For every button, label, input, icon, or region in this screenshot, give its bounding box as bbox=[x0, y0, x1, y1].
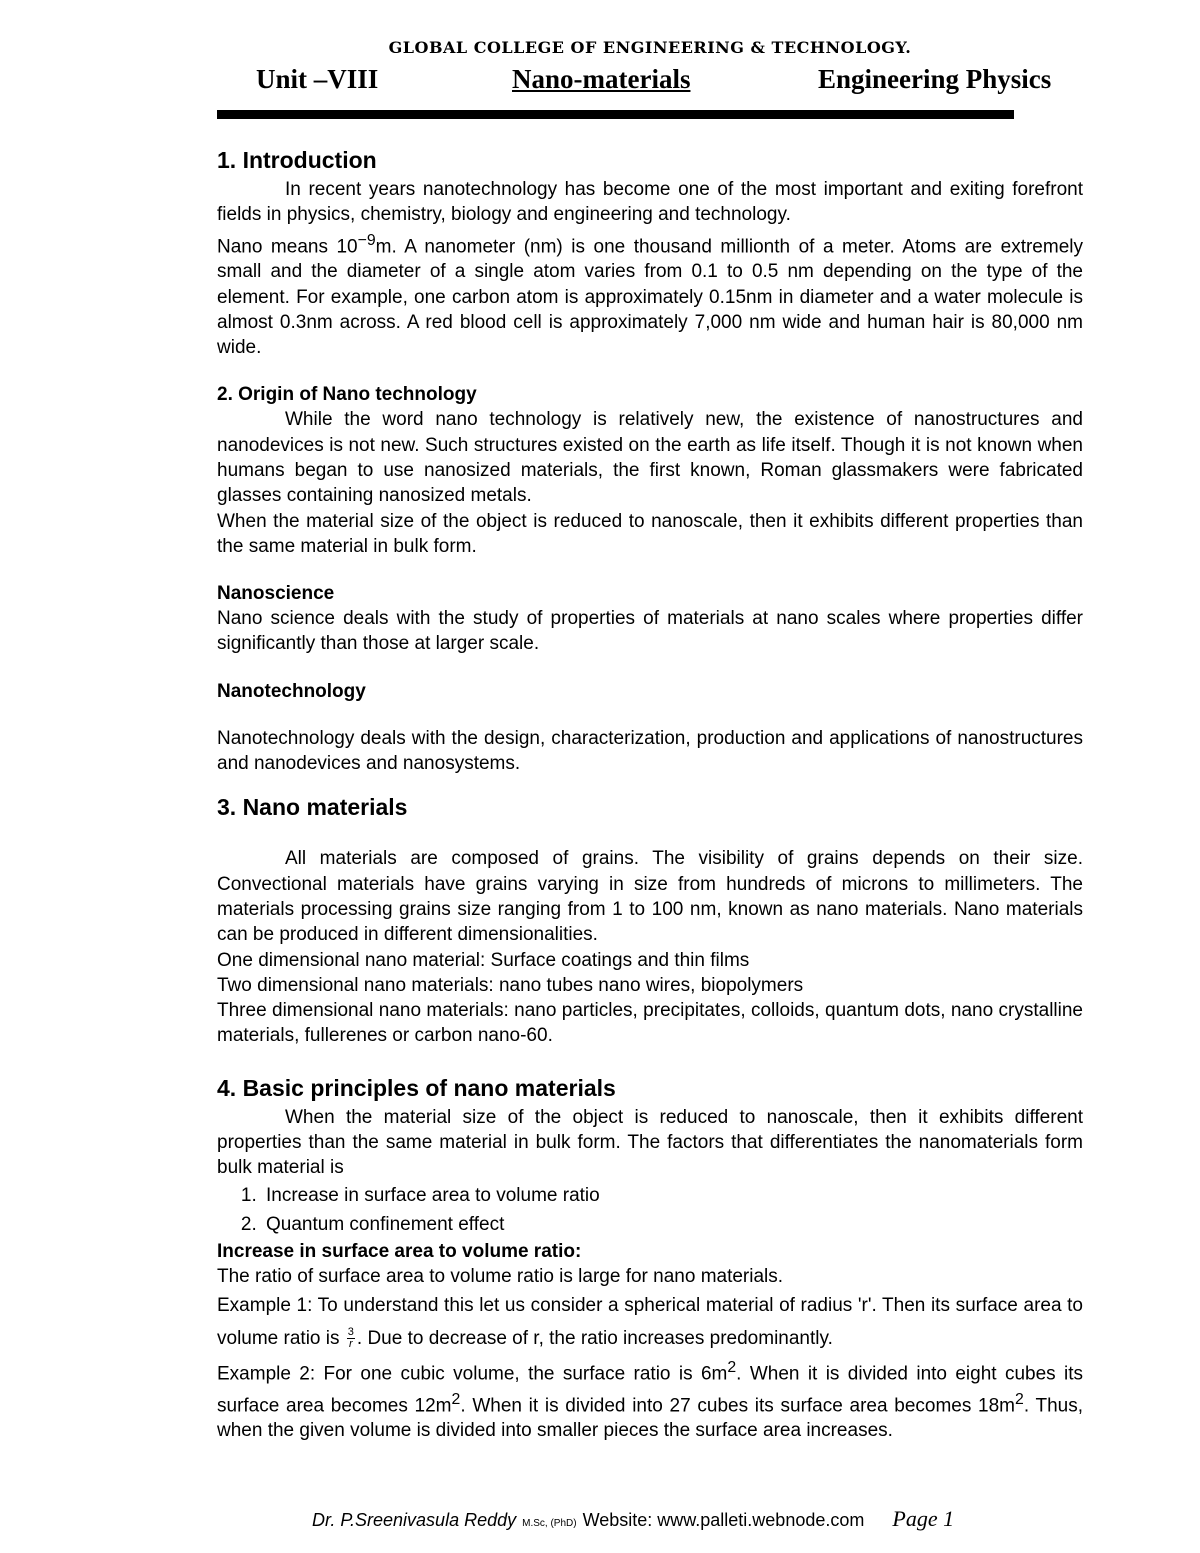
nanotechnology-paragraph: Nanotechnology deals with the design, characterization, production and applications of nanostructures and nanodevices and nanosystems. bbox=[217, 727, 1083, 775]
page-footer bbox=[312, 1506, 954, 1532]
document-body bbox=[217, 143, 1083, 1443]
exponent: −9 bbox=[357, 231, 376, 249]
origin-paragraph: While the word nano technology is relatively new, the existence of nanostructures and nanodevices is not new. Such structures existed on the earth as life itself. Though it is not known when humans began to use nanosized materials, the first known, Roman glassmakers were fabricated glasses containing nanosized metals. bbox=[217, 409, 1083, 507]
surface-area-heading: Increase in surface area to volume ratio: bbox=[217, 1240, 582, 1262]
subject-label: Engineering Physics bbox=[818, 64, 1052, 94]
ratio-paragraph: The ratio of surface area to volume ratio is large for nano materials. bbox=[217, 1265, 784, 1287]
section-introduction-heading: 1. Introduction bbox=[217, 147, 377, 173]
one-dimensional-line: One dimensional nano material: Surface coatings and thin films bbox=[217, 949, 750, 971]
example-1-paragraph: Example 1: To understand this let us consider a spherical material of radius 'r'. Then its surface area to volume ratio is $\frac{3}{r}$ . Due to decrease of r, the ratio increases predominantly. bbox=[217, 1294, 1083, 1351]
topic-title: Nano-materials bbox=[512, 64, 691, 94]
nanotechnology-heading: Nanotechnology bbox=[217, 680, 366, 702]
list-item: 1. Increase in surface area to volume ratio bbox=[262, 1181, 1083, 1210]
footer-author: Dr. P.Sreenivasula Reddy bbox=[312, 1510, 517, 1530]
nano-definition-paragraph: Nano means $10^{-9}m$. A nanometer (nm) is one thousand millionth of a meter. Atoms are extremely small and the diameter of a single atom varies from 0.1 to 0.5 nm depending on the type of the element. For example, one carbon atom is approximately 0.15nm in diameter and a water molecule is almost 0.3nm across. A red blood cell is approximately 7,000 nm wide and human hair is 80,000 nm wide. bbox=[217, 231, 1083, 359]
fraction: $\frac{3}{r}$ bbox=[347, 1326, 354, 1351]
factors-list bbox=[217, 1181, 1083, 1239]
footer-degree: M.Sc, (PhD) bbox=[522, 1518, 577, 1529]
list-item: 2. Quantum confinement effect bbox=[262, 1210, 1083, 1239]
college-name: GLOBAL COLLEGE OF ENGINEERING & TECHNOLOGY. bbox=[388, 38, 912, 57]
section-nano-materials-heading: 3. Nano materials bbox=[217, 794, 408, 821]
nanoscience-paragraph: Nano science deals with the study of properties of materials at nano scales where properties differ significantly than those at larger scale. bbox=[217, 608, 1083, 655]
page-number: Page 1 bbox=[892, 1506, 955, 1531]
introduction-paragraph: In recent years nanotechnology has become one of the most important and exiting forefront fields in physics, chemistry, biology and engineering and technology. bbox=[217, 179, 1083, 226]
basic-principles-paragraph: When the material size of the object is reduced to nanoscale, then it exhibits different properties than the same material in bulk form. The factors that differentiates the nanomaterials form bulk material is bbox=[217, 1106, 1083, 1179]
nanoscience-heading: Nanoscience bbox=[217, 583, 335, 605]
section-basic-principles-heading: 4. Basic principles of nano materials bbox=[217, 1074, 616, 1101]
nanoscale-paragraph: When the material size of the object is reduced to nanoscale, then it exhibits different properties than the same material in bulk form. bbox=[217, 510, 1083, 557]
unit-label: Unit –VIII bbox=[256, 64, 379, 94]
three-dimensional-line: Three dimensional nano materials: nano particles, precipitates, colloids, quantum dots, nano crystalline materials, fullerenes or carbon nano-60. bbox=[217, 1000, 1083, 1047]
two-dimensional-line: Two dimensional nano materials: nano tubes nano wires, biopolymers bbox=[217, 974, 804, 996]
nano-materials-paragraph: All materials are composed of grains. The visibility of grains depends on their size. Convectional materials have grains varying in size from hundreds of microns to millimeters. The materials processing grains size ranging from 1 to 100 nm, known as nano materials. Nano materials can be produced in different dimensionalities. bbox=[217, 848, 1083, 946]
footer-website: Website: www.palleti.webnode.com bbox=[582, 1510, 865, 1530]
section-origin-heading: 2. Origin of Nano technology bbox=[217, 384, 477, 406]
example-2-paragraph: Example 2: For one cubic volume, the surface ratio is $6m^2$. When it is divided into eight cubes its surface area becomes $12m^2$. When it is divided into 27 cubes its surface area becomes $18m^2$. Thus, when the given volume is divided into smaller pieces the surface area increases. bbox=[217, 1358, 1084, 1442]
header-rule bbox=[217, 110, 1014, 119]
